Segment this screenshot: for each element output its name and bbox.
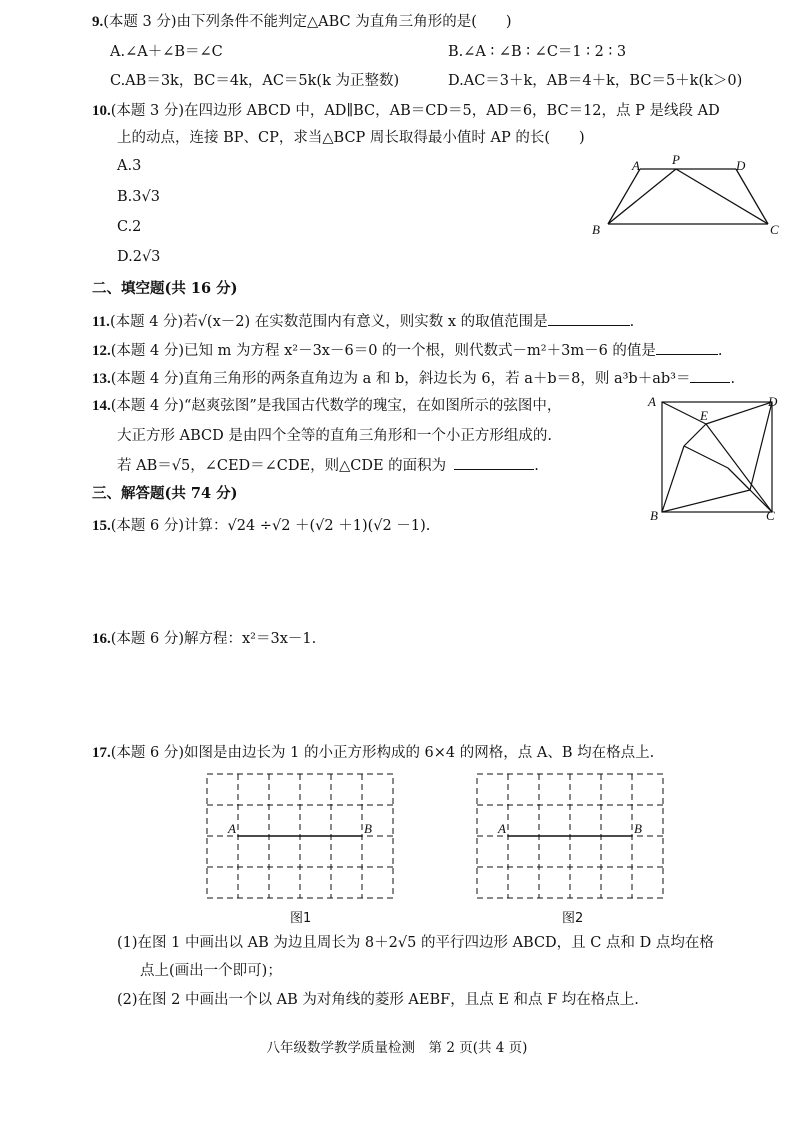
q17-fig2-caption: 图2 xyxy=(562,911,584,926)
q9-option-c: C.AB＝3k，BC＝4k，AC＝5k(k 为正整数) xyxy=(110,73,400,89)
q10-stem-line1 xyxy=(92,101,720,121)
q13-text: (本题 4 分)直角三角形的两条直角边为 a 和 b，斜边长为 6，若 a＋b＝8，则 a³b＋ab³＝ xyxy=(110,371,691,387)
q10-label-b: B xyxy=(592,222,600,237)
q17-part1-line2: 点上(画出一个即可)； xyxy=(140,963,282,979)
section-2-heading: 二、填空题(共 16 分) xyxy=(92,280,238,297)
q10-label-p: P xyxy=(672,152,680,167)
q13-number: 13. xyxy=(92,371,111,387)
q17-number: 17. xyxy=(92,745,111,761)
q10-stem1: (本题 3 分)在四边形 ABCD 中，AD∥BC，AB＝CD＝5，AD＝6，BC＝12，点 P 是线段 AD xyxy=(110,103,720,119)
q9-option-a: A.∠A＋∠B＝∠C xyxy=(110,44,223,60)
q13-line xyxy=(92,368,735,389)
q14-text3: 若 AB＝√5，∠CED＝∠CDE，则△CDE 的面积为 xyxy=(117,458,447,474)
q14-number: 14. xyxy=(92,398,111,414)
q11-end: . xyxy=(629,314,635,330)
q13-answer-blank[interactable] xyxy=(690,368,730,383)
q17-fig2-label-a: A xyxy=(498,821,506,836)
q17-fig1-label-a: A xyxy=(228,821,236,836)
q10-number: 10. xyxy=(92,103,111,119)
q10-option-b: B.3√3 xyxy=(117,189,160,205)
q12-answer-blank[interactable] xyxy=(656,340,718,355)
q16-text: (本题 6 分)解方程：x²＝3x－1. xyxy=(110,631,317,647)
q10-label-c: C xyxy=(770,222,779,237)
q10-stem2: 上的动点，连接 BP、CP，求当△BCP 周长取得最小值时 AP 的长( ) xyxy=(117,130,585,146)
page-footer: 八年级数学教学质量检测 第 2 页(共 4 页) xyxy=(266,1040,528,1056)
q17-line xyxy=(92,743,654,763)
section-3-heading: 三、解答题(共 74 分) xyxy=(92,485,238,502)
q12-text: (本题 4 分)已知 m 为方程 x²－3x－6＝0 的一个根，则代数式－m²＋3m－6 的值是 xyxy=(110,343,656,359)
q14-line1 xyxy=(92,396,561,416)
q14-answer-blank[interactable] xyxy=(454,455,534,470)
q15-line xyxy=(92,516,430,536)
q10-option-d: D.2√3 xyxy=(117,249,161,265)
q14-zhaoshuang-figure xyxy=(646,392,786,524)
q11-answer-blank[interactable] xyxy=(548,311,630,326)
q17-part1-line1: (1)在图 1 中画出以 AB 为边且周长为 8＋2√5 的平行四边形 ABCD，且 C 点和 D 点均在格 xyxy=(117,935,714,951)
q17-part2: (2)在图 2 中画出一个以 AB 为对角线的菱形 AEBF，且点 E 和点 F 均在格点上. xyxy=(117,992,639,1008)
q14-line2: 大正方形 ABCD 是由四个全等的直角三角形和一个小正方形组成的. xyxy=(117,428,552,444)
q14-end: . xyxy=(534,458,539,474)
q17-grid-figure-1[interactable] xyxy=(196,768,406,908)
q11-number: 11. xyxy=(92,314,110,330)
q10-label-a: A xyxy=(632,158,640,173)
q16-line xyxy=(92,629,316,649)
q14-label-b: B xyxy=(650,508,658,523)
q14-label-d: D xyxy=(768,394,778,409)
q12-end: . xyxy=(717,343,723,359)
q9-number: 9. xyxy=(92,14,104,30)
q9-option-d: D.AC＝3＋k，AB＝4＋k，BC＝5＋k(k＞0) xyxy=(448,73,743,89)
q14-text1: (本题 4 分)“赵爽弦图”是我国古代数学的瑰宝，在如图所示的弦图中， xyxy=(110,398,562,414)
q17-stem: (本题 6 分)如图是由边长为 1 的小正方形构成的 6×4 的网格，点 A、B 均在格点上. xyxy=(110,745,655,761)
q13-end: . xyxy=(730,371,736,387)
q10-trapezoid-figure xyxy=(586,152,786,242)
q14-label-c: C xyxy=(766,508,775,523)
q17-grid-figure-2[interactable] xyxy=(466,768,676,908)
q15-text: (本题 6 分)计算：√24 ÷√2 ＋(√2 ＋1)(√2 －1). xyxy=(110,518,431,534)
q12-line xyxy=(92,340,723,361)
q14-line3 xyxy=(117,455,539,476)
q9-option-b: B.∠A ∶ ∠B ∶ ∠C＝1 ∶ 2 ∶ 3 xyxy=(448,44,627,60)
q12-number: 12. xyxy=(92,343,111,359)
q10-label-d: D xyxy=(736,158,746,173)
q9-stem-line xyxy=(92,12,512,32)
q17-fig2-label-b: B xyxy=(634,821,642,836)
q9-stem: (本题 3 分)由下列条件不能判定△ABC 为直角三角形的是( ) xyxy=(103,14,512,30)
q11-line xyxy=(92,311,634,332)
q10-option-c: C.2 xyxy=(117,219,142,235)
q11-text: (本题 4 分)若√(x－2) 在实数范围内有意义，则实数 x 的取值范围是 xyxy=(109,314,548,330)
q17-fig1-caption: 图1 xyxy=(290,911,312,926)
q10-option-a: A.3 xyxy=(117,158,142,174)
q14-label-e: E xyxy=(700,408,708,423)
q16-number: 16. xyxy=(92,631,111,647)
q14-label-a: A xyxy=(648,394,656,409)
q17-fig1-label-b: B xyxy=(364,821,372,836)
q15-number: 15. xyxy=(92,518,111,534)
